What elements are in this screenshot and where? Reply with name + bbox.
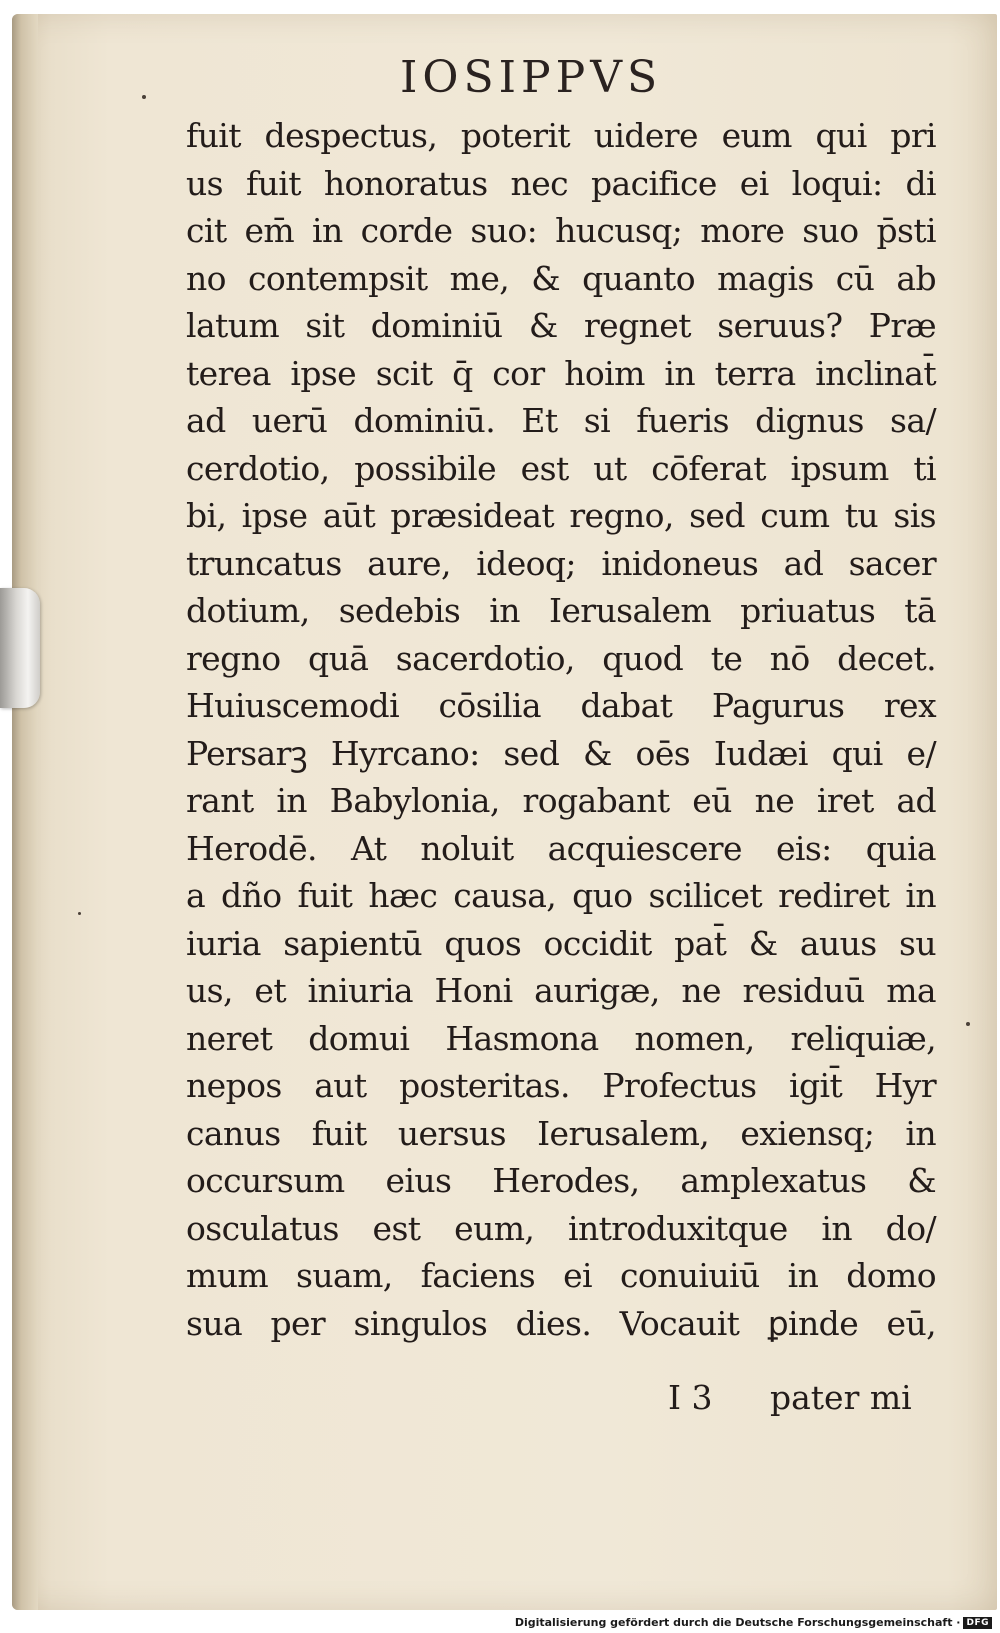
text-line: nepos aut posteritas. Profectus igit̄ Hyr (186, 1066, 936, 1105)
signature-mark: I 3 (668, 1378, 713, 1417)
text-line: us, et iniuria Honi aurigæ, ne residuū ma (186, 971, 936, 1010)
text-line: rant in Babylonia, rogabant eū ne iret ad (186, 781, 936, 820)
text-line: canus fuit uersus Ierusalem, exiensq; in (186, 1113, 936, 1153)
text-line: terea ipse scit q̄ cor hoim in terra inclinat̄ (186, 353, 936, 393)
text-line: a dño fuit hæc causa, quo scilicet rediret in (186, 876, 936, 915)
text-line: bi, ipse aūt præsideat regno, sed cum tu sis (186, 496, 936, 535)
text-line: truncatus aure, ideoq; inidoneus ad sacer (186, 543, 936, 583)
text-line: latum sit dominiū & regnet seruus? Præ (186, 306, 936, 345)
digitization-footer (515, 1616, 992, 1629)
text-block (186, 112, 936, 1347)
text-line: sua per singulos dies. Vocauit ꝑinde eū, (186, 1303, 936, 1343)
text-line: no contempsit me, & quanto magis cū ab (186, 258, 936, 298)
ink-speck (966, 1022, 970, 1026)
page-gutter-edge (12, 14, 38, 1610)
text-line: ad uerū dominiū. Et si fueris dignus sa/ (186, 401, 936, 440)
text-line: us fuit honoratus nec pacifice ei loqui: di (186, 163, 936, 203)
text-line: cerdotio, possibile est ut cōferat ipsum ti (186, 448, 936, 488)
text-line: neret domui Hasmona nomen, reliquiæ, (186, 1018, 936, 1058)
text-line: dotium, sedebis in Ierusalem priuatus tā (186, 591, 936, 630)
footer-text: Digitalisierung gefördert durch die Deutsche Forschungsgemeinschaft · (514, 1616, 961, 1629)
text-line: Herodē. At noluit acquiescere eis: quia (186, 828, 936, 868)
text-line: Persarꝫ Hyrcano: sed & oēs Iudæi qui e/ (186, 733, 936, 773)
text-line: occursum eius Herodes, amplexatus & (186, 1161, 936, 1200)
text-line: fuit despectus, poterit uidere eum qui pri (186, 116, 936, 155)
text-line: cit em̄ in corde suo: hucusq; more suo p̄sti (186, 211, 936, 250)
text-line: mum suam, faciens ei conuiuiū in domo (186, 1256, 936, 1295)
text-line: iuria sapientū quos occidit pat̄ & auus su (186, 923, 936, 963)
ink-speck (142, 95, 146, 99)
text-line: regno quā sacerdotio, quod te nō decet. (186, 638, 936, 678)
ink-speck (78, 912, 81, 915)
catchword: pater mi (770, 1378, 912, 1417)
page-clip-icon (0, 588, 40, 708)
dfg-logo-icon: DFG (963, 1617, 992, 1629)
text-line: osculatus est eum, introduxitque in do/ (186, 1208, 936, 1248)
running-head: IOSIPPVS (400, 52, 663, 103)
text-line: Huiuscemodi cōsilia dabat Pagurus rex (186, 686, 936, 725)
signature-line (186, 1378, 936, 1430)
